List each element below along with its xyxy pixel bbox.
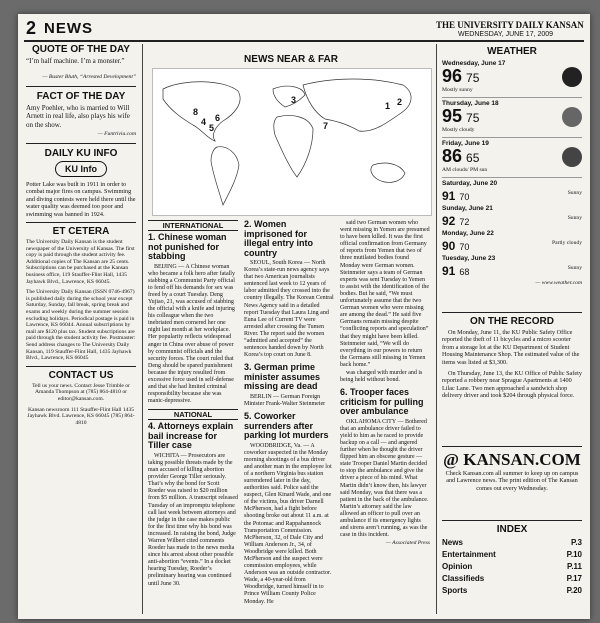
dateline: WEDNESDAY, JUNE 17, 2009 [458,31,554,38]
story-5-continued: was charged with murder and is being held without bond. [340,369,423,384]
index-row-sports [442,585,582,597]
kansan-com-box [442,446,582,492]
quote-text: “I’m half machine. I’m a monster.” [26,57,125,65]
weather-small-3-cond: Partly cloudy [552,239,582,246]
index-page-opinion: P.11 [567,562,582,571]
world-map [152,68,432,216]
weather-box [442,46,582,286]
weather-small-2-high: 92 [442,214,456,228]
weather-day-2-cond: Mostly cloudy [442,127,475,133]
map-marker-6: 6 [215,113,221,123]
story-2-body: SEOUL, South Korea — North Korea’s state-run news agency says that two American journalists sentenced last week to 12 years of labor admitted they crossed into the country illegally. The Korean Central News Agency said in a detailed report Tuesday that Laura Ling and Euna Lee of Current TV were arrested after crossing the Tumen River. The report said the women “admitted and accepted” the sentences handed down by North Korea’s top court on June 8. [244,260,334,359]
section-name: NEWS [44,20,93,37]
index-label-news: News [442,538,463,547]
map-marker-7: 7 [323,121,329,131]
weather-day-3-cond: AM clouds/ PM sun [442,167,488,173]
cloud-icon [562,107,582,127]
index-row-entertainment [442,549,582,561]
partly-cloudy-icon [562,147,582,167]
index-row-news [442,537,582,549]
index-title: INDEX [496,524,528,535]
record-item-2: On Thursday, June 13, the KU Office of Public Safety reported a robbery near Sprague Apartments at 1400 Lilac Lane. Two men approached a sandwich shop delivery driver and took $204 through physical force. [442,370,582,400]
weather-small-2-cond: Sunny [567,214,582,221]
weather-small-4-label: Tuesday, June 23 [442,255,496,262]
weather-small-1-label: Saturday, June 20 [442,180,498,187]
story-3-continued: said two German women who went missing in Yemen are presumed to have been killed. It was the first official confirmation from Germany of reports from Yemen that two of three mutilated bodies found Monday were German women. Steinmeier says a team of German experts was sent Tuesday to Yemen to assist with the identification of the bodies. But he said, “We must unfortunately assume that the two German women who were missing are among the dead.” He said five Germans remain missing despite “conflicting reports and speculation” that they might have been killed. Steinmeier said, “We will do everything in our powers to return the Germans still missing in Yemen back home.” [340,220,430,368]
weather-day-3-low: 65 [466,151,480,165]
record-title: ON THE RECORD [470,316,554,327]
weather-small-3-high: 90 [442,239,456,253]
index-page-sports: P.20 [566,586,582,595]
map-marker-3: 3 [291,95,297,105]
kansan-com-logo[interactable]: @ KANSAN.COM [443,450,581,469]
index-row-opinion [442,561,582,573]
newspaper-page [18,14,590,619]
index-label-classifieds: Classifieds [442,574,485,583]
weather-small-4-cond: Sunny [567,264,582,271]
weather-small-3-low: 70 [459,242,470,252]
weather-source: — www.weather.com [535,280,582,286]
section-national: NATIONAL [148,409,238,420]
index-page-classifieds: P.17 [566,574,582,583]
weather-small-1-cond: Sunny [567,189,582,196]
weather-small-1-low: 70 [459,192,470,202]
index-label-entertainment: Entertainment [442,550,496,559]
weather-small-1-high: 91 [442,189,456,203]
story-6-body: OKLAHOMA CITY — Bothered that an ambulance driver failed to yield to him as he raced to provide backup on a call — and angered further when he thought the driver flipped him an obscene gesture — state Trooper Daniel Martin decided to stop the ambulance and give the driver a piece of his mind. What Martin didn’t know then, his lawyer said Monday, was that there was a patient in the back of the ambulance. Martin’s attorney said the law allowed an officer to pull over an ambulance if its emergency lights and sirens aren’t running, as was the case in this incident. [340,418,429,539]
index-label-sports: Sports [442,586,468,595]
weather-day-1-low: 75 [466,71,480,85]
weather-day-2-label: Thursday, June 18 [442,100,499,107]
weather-small-4-high: 91 [442,264,456,278]
weather-day-3-label: Friday, June 19 [442,140,489,147]
fact-title: FACT OF THE DAY [36,90,126,102]
quote-source: — Buster Bluth, “Arrested Development” [42,73,136,80]
fact-source: — Funtrivia.com [97,131,136,137]
contact-text2: Kansan newsroom 111 Stauffer-Flint Hall 1435 Jayhawk Blvd. Lawrence, KS 66045 (785) 864-4810 [27,406,135,426]
map-marker-2: 2 [397,97,403,107]
weather-small-4 [442,255,582,280]
etcetera-text: The University Daily Kansan is the student newspaper of the University of Kansas. The first copy is paid through the student activity fee. Additional copies of The Kansan are 25 cents. Subscriptions can be purchased at the Kansan business office, 119 Stauffer-Flint Hall, 1435 Jayhawk Blvd., Lawrence, KS 66045. [26,239,135,285]
contact-title: CONTACT US [48,369,114,381]
story-3-headline: 3. German prime minister assumes missing are dead [244,362,321,392]
kuinfo-title: DAILY KU INFO [44,148,118,159]
record-item-1: On Monday, June 11, the KU Public Safety Office reported the theft of 11 bicycles and a micro scooter from a storage lot at the KU Department of Student Housing Maintenance Shop. The estimated value of the items was listed at $3,300. [442,329,580,366]
story-column-1 [148,220,238,589]
kuinfo-logo: KU Info [55,161,107,177]
weather-day-2-high: 95 [442,106,463,126]
story-1-body: BEIJING — A Chinese woman who became a folk hero after fatally stabbing a Communist Party official to fend off his demands for sex was freed by a court Tuesday. Deng Yujiao, 21, was accused of stabbing the official with a knife and injuring his colleague when the two inebriated men cornered her one night last month at her workplace. Her popularity reflects widespread anger in China over abuse of power by communist officials and the security forces. The court ruled that Deng should be spared punishment because the injury resulted from excessive force used in self-defense and that she had limited criminal responsibility because she was manic-depressive. [148,263,235,405]
weather-day-1-label: Wednesday, June 17 [442,60,506,67]
story-5-body: WOODBRIDGE, Va. — A coworker suspected in the Monday morning shootings of a bus driver and another man in the employee lot of a northern Virginia bus station surrendered later in the day, authorities said. Police said the suspect, Glen Kinard Wade, and one of the victims, bus driver Darnell McPherson, had a fight before shooting broke out about 11 a.m. at the Potomac and Rappahannock Transportation Commission. McPherson, 32, of Dale City and William Anderson Jr., 34, of Woodbridge were killed. Both McPherson and the suspect were commission employees, while Anderson was an outside contractor. Wade, a 40-year-old from Woodbridge, turned himself in to Prince William County Police Monday. He [244,442,332,605]
map-marker-1: 1 [385,101,391,111]
story-6-headline: 6. Trooper faces criticism for pulling over ambulance [340,387,424,417]
story-4-body: WICHITA — Prosecutors are taking possible threats made by the man accused of killing abortion provider George Tiller seriously. That’s why the bond for Scott Roeder was raised to $20 million from $5 million. A transcript released Tuesday of an impromptu telephone call last week between attorneys and the judge in the case makes public for the first time why his bond was increased. In raising the bond, Judge Warren Wilbert cited comments Roeder has made to the news media since his arrest about other possible anti-abortion “events.” In a docket hearing Tuesday, Roeder’s preliminary hearing was continued until June 30. [148,452,238,587]
section-international: INTERNATIONAL [148,220,238,231]
map-marker-8: 8 [193,107,199,117]
weather-small-4-low: 68 [459,267,470,277]
kansan-com-text: Check Kansan.com all summer to keep up on campus and Lawrence news. The print edition of The Kansan comes out every Wednesday. [445,470,579,492]
weather-day-3 [442,137,582,173]
weather-title: WEATHER [487,46,537,57]
weather-extended [442,177,582,286]
map-title: NEWS NEAR & FAR [244,54,338,65]
sunny-icon [562,67,582,87]
ap-credit: — Associated Press [385,540,430,547]
story-2-headline: 2. Women imprisoned for illegal entry into country [244,219,314,258]
index-row-classifieds [442,573,582,585]
index-box [442,520,582,597]
index-page-news: P.3 [571,538,582,547]
weather-small-3-label: Monday, June 22 [442,230,494,237]
weather-day-2 [442,97,582,133]
etcetera-text2: The University Daily Kansan (ISSN 0746-4967) is published daily during the school year except Saturday, Sunday, fall break, spring break and exams and weekly during the summer session excluding holidays. Periodical postage is paid in Lawrence, KS 66044. Annual subscriptions by mail are $120 plus tax. Student subscriptions are paid through the student activity fee. Postmaster: Send address changes to The University Daily Kansan, 119 Stauffer-Flint Hall, 1435 Jayhawk Blvd., Lawrence, KS 66045 [26,289,136,362]
story-column-2 [244,220,334,607]
left-column [26,44,136,426]
map-marker-5: 5 [209,123,215,133]
weather-day-1 [442,60,582,93]
weather-day-1-cond: Mostly sunny [442,87,473,93]
story-1-headline: 1. Chinese woman not punished for stabbing [148,232,227,261]
weather-small-2-low: 72 [459,217,470,227]
story-column-3 [340,220,430,547]
kuinfo-text: Potter Lake was built in 1911 in order to combat major fires on campus. Swimming and diving contests were held there until the water quality was deemed too poor and swimming was banned in 1924. [26,181,136,218]
weather-day-1-high: 96 [442,66,463,86]
contact-text: Tell us your news. Contact Jesse Trimble or Amanda Thompson at (785) 864-4810 or editor@kansan.com. [32,382,130,402]
weather-small-1 [442,180,582,205]
map-marker-4: 4 [201,117,207,127]
quote-title: QUOTE OF THE DAY [32,44,130,55]
weather-day-3-high: 86 [442,146,463,166]
fact-text: Amy Poehler, who is married to Will Arnett in real life, also plays his wife on the show. [26,103,130,129]
weather-small-2-label: Sunday, June 21 [442,205,493,212]
on-the-record [442,312,582,401]
index-label-opinion: Opinion [442,562,473,571]
story-3-body: BERLIN — German Foreign Minister Frank-Walter Steinmeier [244,393,326,407]
masthead: THE UNIVERSITY DAILY KANSAN [436,20,584,30]
weather-day-2-low: 75 [466,111,480,125]
weather-small-2 [442,205,582,230]
story-5-headline: 5. Coworker surrenders after parking lot murders [244,411,329,440]
story-4-headline: 4. Attorneys explain bail increase for Tiller case [148,421,234,451]
etcetera-title: ET CETERA [52,226,110,238]
index-page-entertainment: P.10 [566,550,582,559]
page-number: 2 [26,18,37,38]
world-map-graphic [153,69,431,215]
weather-small-3 [442,230,582,255]
